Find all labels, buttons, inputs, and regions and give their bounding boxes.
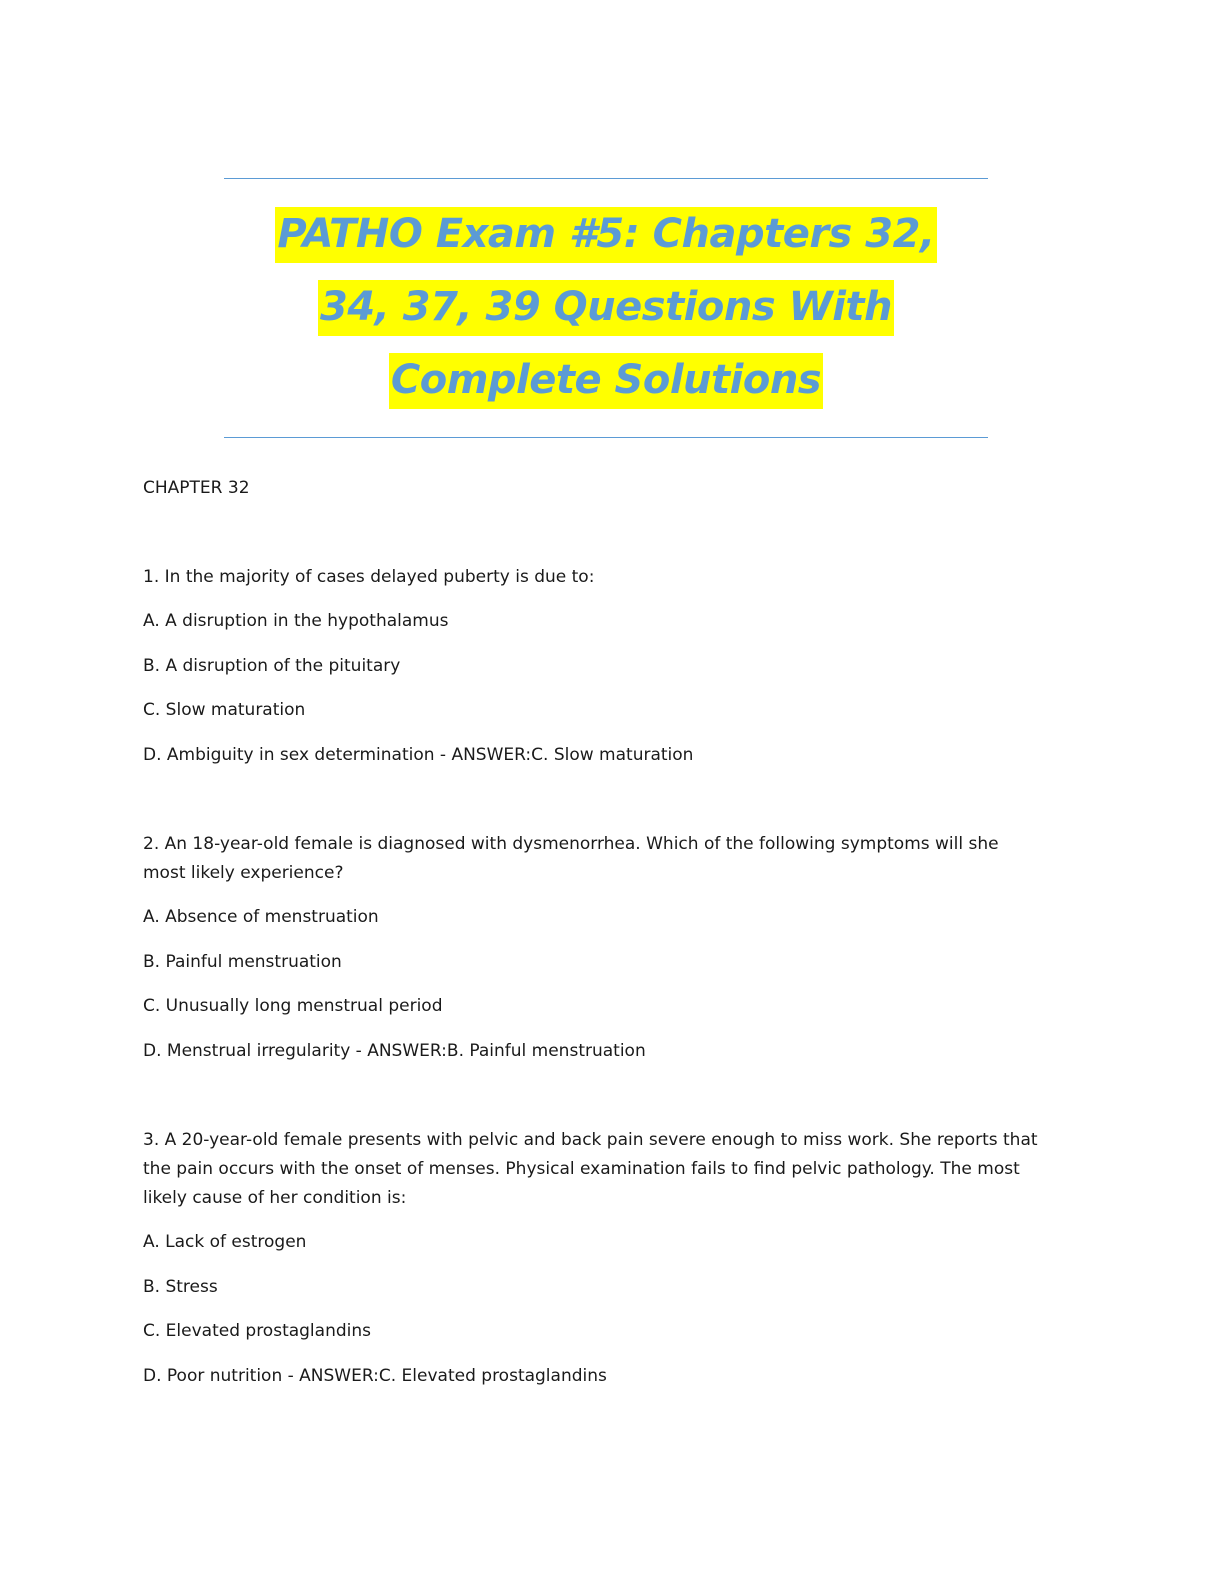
question-3-text-line-1: 3. A 20-year-old female presents with pelvic and back pain severe enough to miss work. She reports that (143, 1130, 1038, 1150)
question-3-option-b: B. Stress (143, 1277, 218, 1297)
title-top-rule (224, 178, 988, 179)
question-3-option-d: D. Poor nutrition - ANSWER:C. Elevated prostaglandins (143, 1366, 607, 1386)
question-1-option-b: B. A disruption of the pituitary (143, 656, 401, 676)
question-2-option-a: A. Absence of menstruation (143, 907, 379, 927)
question-3-option-c: C. Elevated prostaglandins (143, 1321, 371, 1341)
title-bottom-rule (224, 437, 988, 438)
question-3-option-a: A. Lack of estrogen (143, 1232, 307, 1252)
title-line-1: PATHO Exam #5: Chapters 32, (275, 207, 936, 263)
question-1-option-d: D. Ambiguity in sex determination - ANSWER:C. Slow maturation (143, 745, 694, 765)
question-2-option-c: C. Unusually long menstrual period (143, 996, 443, 1016)
title-block (224, 178, 988, 438)
question-1-text: 1. In the majority of cases delayed puberty is due to: (143, 567, 595, 587)
question-2-text-line-2: most likely experience? (143, 863, 344, 883)
question-3-text-line-3: likely cause of her condition is: (143, 1188, 407, 1208)
chapter-heading: CHAPTER 32 (143, 478, 250, 498)
question-3-text-line-2: the pain occurs with the onset of menses. Physical examination fails to find pelvic pathology. The most (143, 1159, 1020, 1179)
document-title (224, 198, 988, 417)
question-2-option-b: B. Painful menstruation (143, 952, 342, 972)
question-1-option-a: A. A disruption in the hypothalamus (143, 611, 449, 631)
title-line-3: Complete Solutions (389, 353, 823, 409)
title-line-2: 34, 37, 39 Questions With (318, 280, 894, 336)
question-2-option-d: D. Menstrual irregularity - ANSWER:B. Painful menstruation (143, 1041, 646, 1061)
question-1-option-c: C. Slow maturation (143, 700, 306, 720)
question-2-text-line-1: 2. An 18-year-old female is diagnosed with dysmenorrhea. Which of the following symptoms will she (143, 834, 999, 854)
